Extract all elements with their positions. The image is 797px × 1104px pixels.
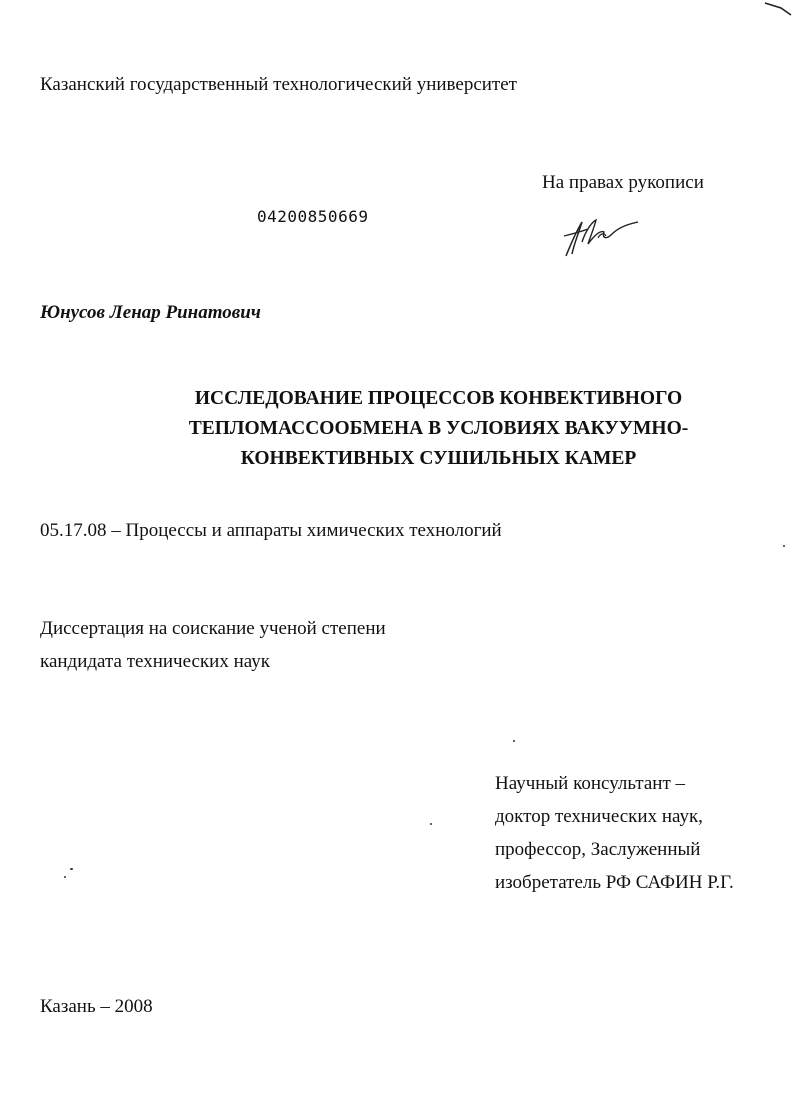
scan-speck [783, 545, 785, 547]
signature-icon [552, 212, 642, 262]
title-line-2: ТЕПЛОМАССООБМЕНА В УСЛОВИЯХ ВАКУУМНО- [188, 418, 689, 439]
corner-scan-mark [763, 0, 793, 16]
consultant-line-3: профессор, Заслуженный [495, 839, 701, 860]
degree-line-2: кандидата технических наук [40, 651, 270, 672]
city-year: Казань – 2008 [40, 996, 153, 1017]
degree-line-1: Диссертация на соискание ученой степени [40, 618, 386, 639]
scan-speck [70, 868, 73, 870]
title-line-3: КОНВЕКТИВНЫХ СУШИЛЬНЫХ КАМЕР [240, 448, 637, 469]
scan-speck [430, 823, 432, 825]
author-name: Юнусов Ленар Ринатович [40, 302, 261, 323]
consultant-line-1: Научный консультант – [495, 773, 685, 794]
scientific-consultant [495, 767, 734, 899]
university-name: Казанский государственный технологический университет [40, 74, 517, 95]
inventory-number: 04200850669 [257, 207, 369, 226]
title-line-1: ИССЛЕДОВАНИЕ ПРОЦЕССОВ КОНВЕКТИВНОГО [194, 388, 683, 409]
scan-speck [64, 876, 66, 878]
consultant-line-2: доктор технических наук, [495, 806, 703, 827]
manuscript-rights-label: На правах рукописи [542, 172, 704, 193]
consultant-line-4: изобретатель РФ САФИН Р.Г. [495, 872, 734, 893]
specialty-code: 05.17.08 – Процессы и аппараты химических технологий [40, 520, 502, 541]
scan-speck [513, 740, 515, 742]
dissertation-title [40, 384, 797, 474]
